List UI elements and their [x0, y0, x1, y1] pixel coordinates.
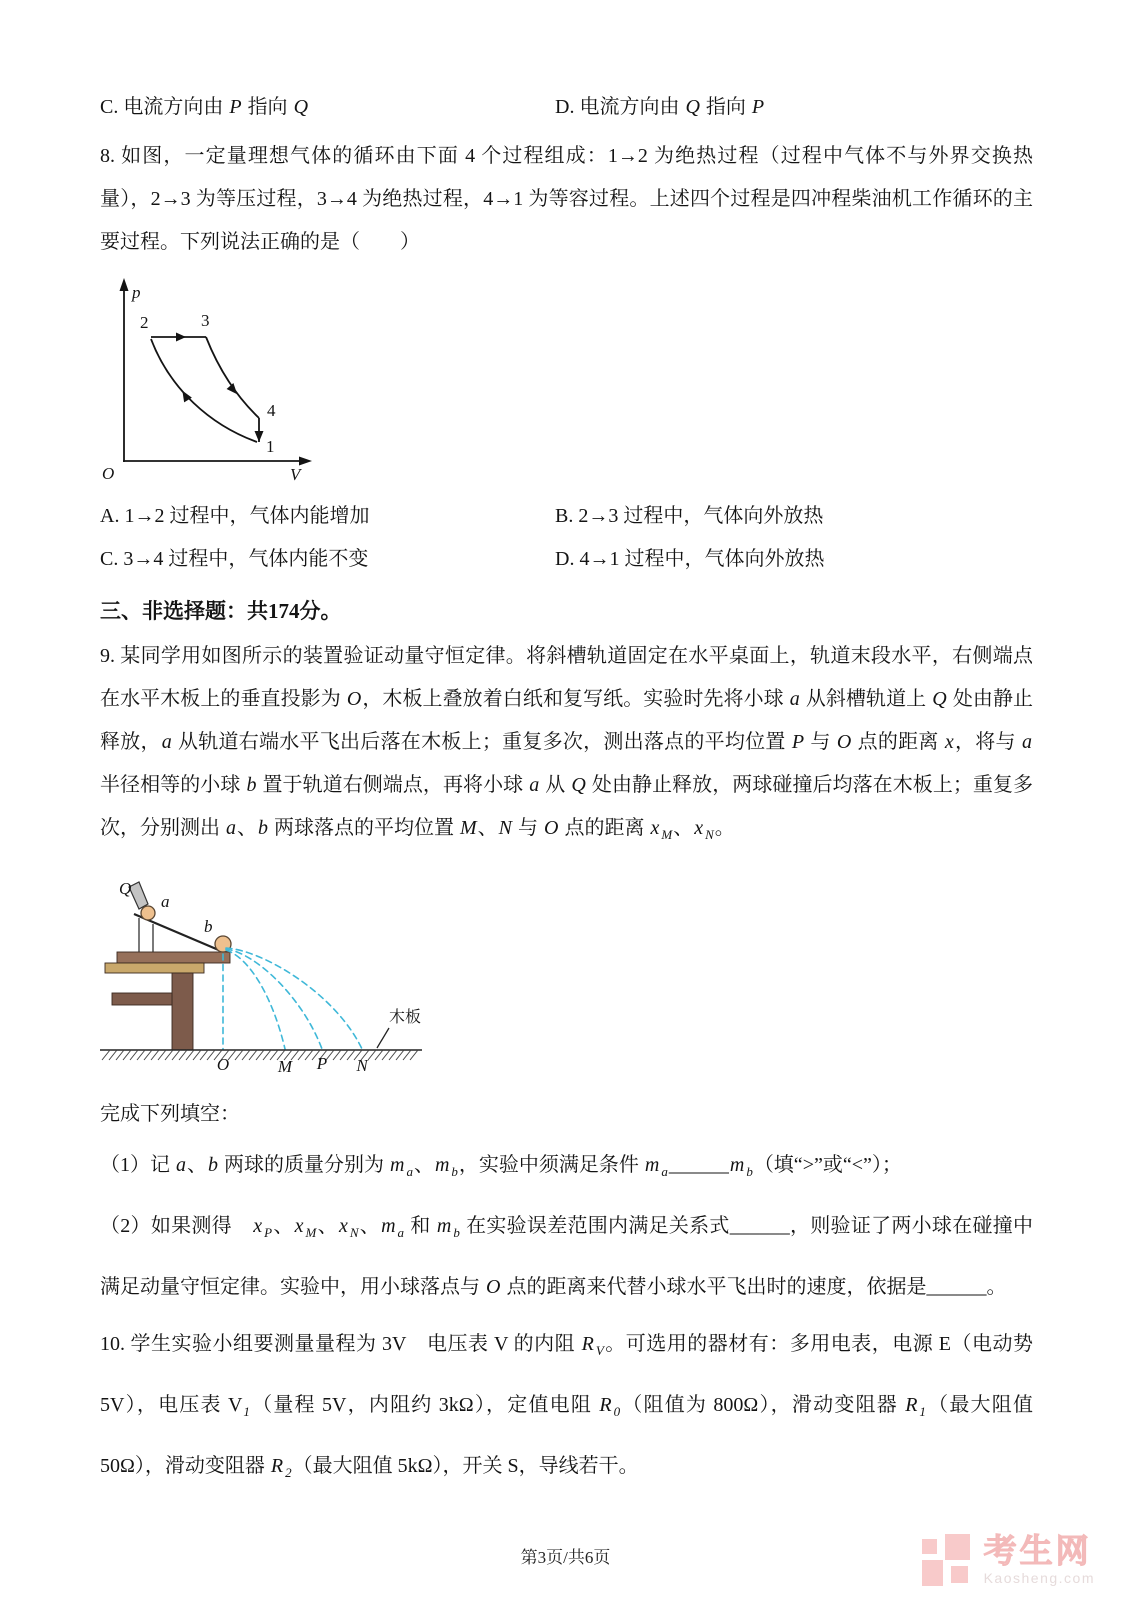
- trajectory-to-P: [226, 949, 322, 1049]
- q8-stem: 8. 如图，一定量理想气体的循环由下面 4 个过程组成：1→2 为绝热过程（过程中气体不与外界交换热量），2→3 为等压过程，3→4 为绝热过程，4→1 为等容过程。上述四个过程是四冲程柴油机工作循环的主要过程。下列说法正确的是（ ）: [100, 145, 1033, 253]
- ball-a-label: a: [161, 892, 170, 911]
- kaosheng-logo-icon: [922, 1534, 974, 1586]
- q7-options-row: [100, 86, 1033, 129]
- watermark-domain: Kaosheng.com: [983, 1570, 1095, 1586]
- q10-stem: 10. 学生实验小组要测量量程为 3V 电压表 V 的内阻 R $_V$。可选用的器材有：多用电表，电源 E（电动势 5V），电压表 $V_1$（量程 5V，内阻约 3kΩ），定值电阻 R $_0$（阻值为 800Ω），滑动变阻器 R $_1$（最大阻值 50Ω），滑动变阻器 R $_2$（最大阻值 5kΩ），开关 S，导线若干。: [100, 1333, 1034, 1480]
- v-axis-arrow: [299, 457, 312, 466]
- logo-block-1: [922, 1539, 937, 1554]
- point-2-label: 2: [140, 313, 149, 332]
- q8-pv-diagram: [94, 274, 1033, 487]
- p-axis-arrow: [120, 278, 129, 291]
- table-leg: [172, 973, 193, 1050]
- board-pointer-line: [377, 1028, 389, 1048]
- experiment-figure-svg: [92, 868, 524, 1078]
- watermark-brand: 考生网: [983, 1532, 1092, 1569]
- q9-fill-intro: 完成下列填空：: [100, 1103, 240, 1125]
- logo-block-3: [945, 1534, 970, 1560]
- point-4-label: 4: [267, 401, 276, 420]
- ball-a: [141, 906, 155, 920]
- q9-blank-2: （2）如果测得 x $_P$、x $_M$、x $_N$、m $_a$ 和 m $_b$ 在实验误差范围内满足关系式______，则验证了两小球在碰撞中满足动量守恒定律。实验中，用小球落点与 O 点的距离来代替小球水平飞出时的速度，依据是______。: [100, 1215, 1034, 1298]
- q8-option-b: B. 2→3 过程中，气体向外放热: [555, 505, 824, 527]
- kaosheng-watermark: [922, 1534, 1095, 1586]
- q8-options-row-ab: [100, 495, 1033, 538]
- table-shelf: [112, 993, 172, 1005]
- point-3-label: 3: [201, 311, 210, 330]
- page-number: 第3页/共6页: [520, 1548, 611, 1567]
- q9-experiment-figure: [92, 868, 1033, 1083]
- section-3-header: 三、非选择题：共174分。: [100, 599, 342, 623]
- ground-hatching: [102, 1050, 418, 1060]
- arrow-2-3: [176, 333, 186, 342]
- point-N-label: N: [356, 1056, 368, 1075]
- origin-label: O: [102, 464, 115, 482]
- q8-option-c: C. 3→4 过程中，气体内能不变: [100, 548, 369, 570]
- table-top-strip: [105, 963, 204, 973]
- q9-blank-1: （1）记 a、b 两球的质量分别为 m $_a$、m $_b$，实验中须满足条件 m $_a$______m $_b$（填“>”或“<”）；: [100, 1154, 902, 1179]
- logo-block-2: [922, 1560, 943, 1586]
- point-P-label: P: [316, 1054, 328, 1073]
- watermark-text: [984, 1534, 1095, 1586]
- point-M-label: M: [277, 1057, 293, 1076]
- q8-option-a: A. 1→2 过程中，气体内能增加: [100, 505, 370, 527]
- pv-diagram-svg: [94, 274, 326, 482]
- release-plate: [129, 882, 148, 909]
- table-top: [117, 952, 230, 963]
- q7-option-d: D. 电流方向由 Q 指向 P: [555, 96, 765, 118]
- q9-stem: 9. 某同学用如图所示的装置验证动量守恒定律。将斜槽轨道固定在水平桌面上，轨道末段水平，右侧端点在水平木板上的垂直投影为 O，木板上叠放着白纸和复写纸。实验时先将小球 a 从斜槽轨道上 Q 处由静止释放，a 从轨道右端水平飞出后落在木板上；重复多次，测出落点的平均位置 P 与 O 点的距离 x，将与 a 半径相等的小球 b 置于轨道右侧端点，再将小球 a 从 Q 处由静止释放，两球碰撞后均落在木板上；重复多次，分别测出 a、b 两球落点的平均位置 M、N 与 O 点的距离 x $_M$、x $_N$。: [100, 645, 1034, 842]
- logo-block-4: [951, 1566, 968, 1583]
- ball-b-label: b: [204, 917, 213, 936]
- q7-option-c: C. 电流方向由 P 指向 Q: [100, 96, 309, 118]
- arrow-4-1: [255, 431, 264, 442]
- process-1-2-curve: [151, 339, 257, 442]
- q-release-label: Q: [119, 879, 132, 898]
- process-3-4-curve: [206, 337, 259, 418]
- point-1-label: 1: [266, 437, 275, 456]
- p-axis-label: p: [132, 283, 141, 302]
- q8-option-d: D. 4→1 过程中，气体向外放热: [555, 548, 825, 570]
- q8-options-row-cd: [100, 538, 1033, 581]
- point-O-label: O: [216, 1055, 230, 1074]
- board-label: 木板: [389, 1009, 422, 1026]
- v-axis-label: V: [290, 465, 301, 482]
